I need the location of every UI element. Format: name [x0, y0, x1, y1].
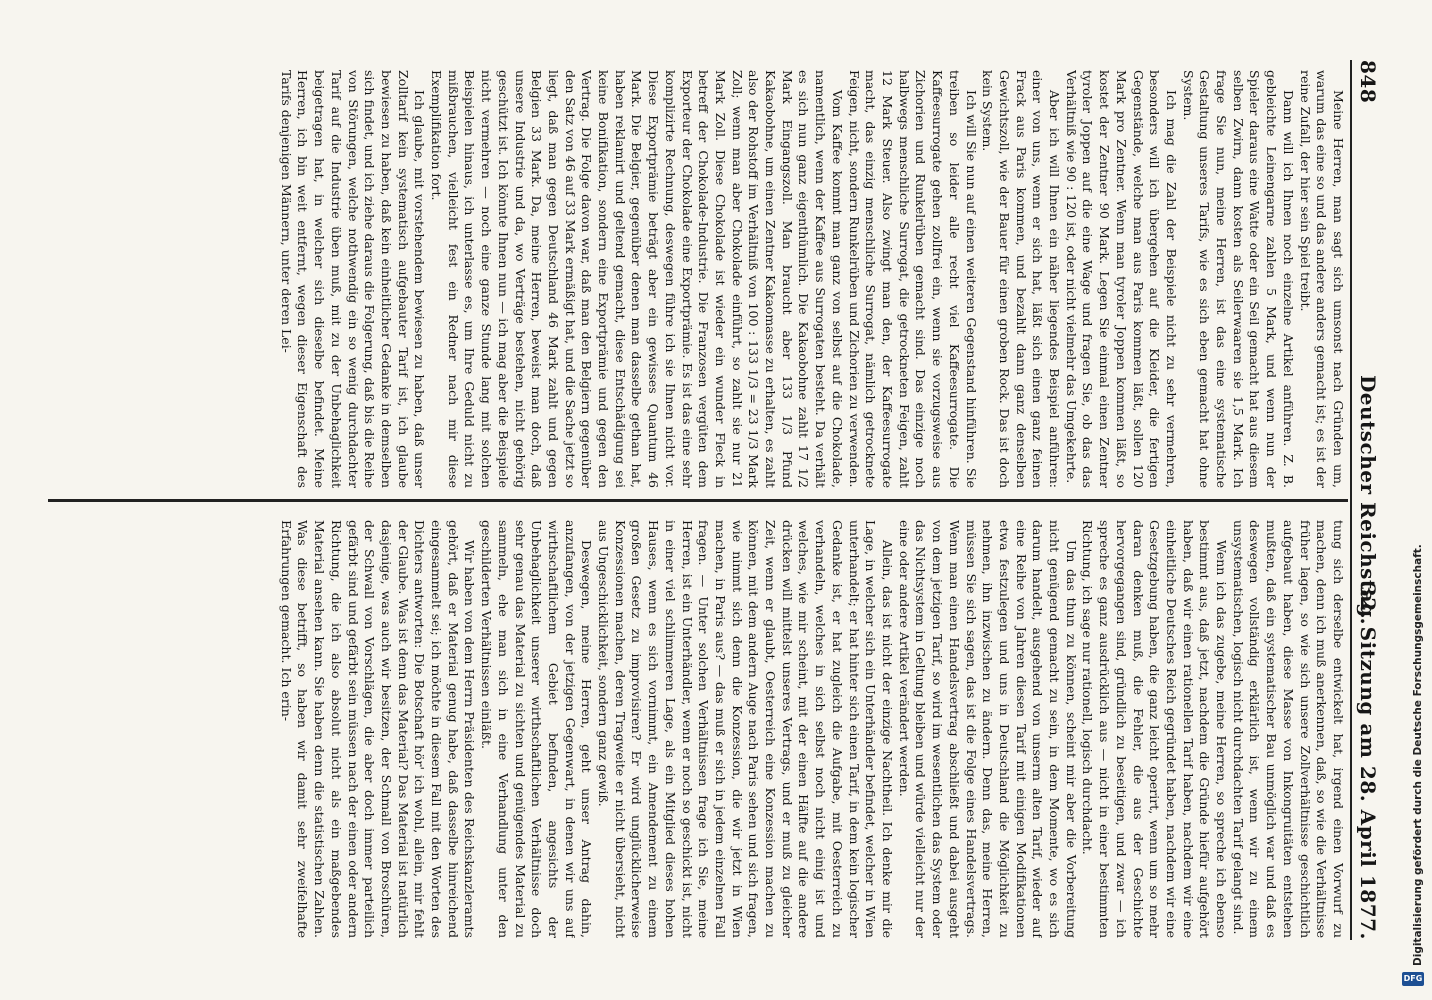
left-column	[66, 70, 1346, 488]
paragraph: Ich glaube, mit vorstehendem bewiesen zu haben, daß unser Zolltarif kein systematisch aufgebauter Tarif ist, ich glaube bewiesen zu haben, daß kein einheitlicher Gedanke in demselben sich findet, und ich ziehe daraus die Folgerung, daß bis die Reihe von Störungen, welche nothwendig ein so wenig durchdachter Tarif auf die Industrie üben muß, mit zu der Unbehaglichkeit beigetragen hat, in welcher sich dieselbe befindet. Meine Herren, ich bin weit entfernt, wegen dieser Eigenschaft des Tarifs denjenigen Männern, unter deren Lei-	[278, 70, 428, 488]
paragraph: Um das thun zu können, scheint mir aber die Vorbereitung nicht genügend gemacht zu sein, in dem Momente, wo es sich darum handelt, ausgehend von unserm alten Tarif, wieder auf eine Reihe von Jahren diesen Tarif mit einigen Modifikationen etwa festzulegen und uns in Deutschland die Möglichkeit zu nehmen, ihn inzwischen zu ändern. Denn das, meine Herren, müssen Sie sich sagen, das ist die Folge eines Handelsvertrags. Wenn man einen Handelsvertrag abschließt und dabei ausgeht von dem jetzigen Tarif, so wird im wesentlichen das System oder das Nichtsystem in Geltung bleiben und würde vielleicht nur der eine oder andere Artikel verändert werden.	[896, 520, 1079, 938]
page-title: Deutscher Reichstag.	[1356, 374, 1380, 626]
paragraph: Meine Herren, man sagt sich umsonst nach Gründen um, warum das eine so und das andere anders gemacht ist; es ist der reine Zufall, der hier sein Spiel treibt.	[1297, 70, 1346, 488]
paragraph: Wir haben von dem Herrn Präsidenten des Reichskanzleramts gehört, daß er Material genug habe, daß dasselbe hinreichend eingesammelt sei; ich möchte in diesem Fall mit den Worten des Dichters antworten: Die Botschaft hör' ich wohl, allein, mir fehlt der Glaube. Was ist denn das Material? Das Material ist natürlich dasjenige, was auch wir besitzen, der Schmall von Broschüren, der Schwall von Vorschlägen, die aber doch immer parteilich gefärbt sind und gefärbt sein müssen nach der einen oder andern Richtung, die ich also absolut nicht als ein maßgebendes Material ansehen kann. Sie haben denn die statistischen Zahlen. Was diese betrifft, so haben wir damit sehr zweifelhafte Erfahrungen gemacht. Ich erin-	[278, 520, 478, 938]
paragraph: Ich mag die Zahl der Beispiele nicht zu sehr vermehren, besonders will ich übergehen auf die Kleider, die fertigen Gegenstände, welche man aus Paris kommen läßt, sollen 120 Mark pro Zentner. Wenn man tyroler Joppen kommen läßt, so kostet der Zentner 90 Mark. Legen Sie einmal einen Zentner tyroler Joppen auf die eine Wage und fragen Sie, ob das das Verhältniß wie 90 : 120 ist, oder nicht vielmehr das Umgekehrte.	[1063, 70, 1179, 488]
dfg-logo-icon: DFG	[1402, 972, 1424, 986]
paragraph: Aber ich will Ihnen ein näher liegendes Beispiel anführen: einer von uns, wenn er sich hat, läßt sich einen ganz feinen Frack aus Paris kommen, und bezahlt dann ganz denselben Gewichtszoll, wie der Bauer für einen groben Rock. Das ist doch kein System.	[980, 70, 1063, 488]
column-divider	[48, 499, 1348, 502]
paragraph: tung sich derselbe entwickelt hat, irgend einen Vorwurf zu machen, denn ich muß anerkennen, daß, so wie die Verhältnisse früher lagen, so wie sich unsere Zollverhältnisse geschichtlich aufgebaut haben, diese Masse von Inkongruitäten entstehen mußten, daß ein systematischer Bau unmöglich war und daß es deswegen vollständig erklärlich ist, wenn wir zu einem unsystematischen, logisch nicht durchdachten Tarif gelangt sind.	[1230, 520, 1346, 938]
paragraph: Vom Kaffee kommt man ganz von selbst auf die Chokolade, namentlich, wenn der Kaffee aus Surrogaten besteht. Da verhält es sich nun ganz eigenthümlich. Die Kakaobohne zahlt 17 1/2 Mark Eingangszoll. Man braucht aber 133 1/3 Pfund Kakaobohne, um einen Zentner Kakaomasse zu erhalten, es zahlt also der Rohstoff im Verhältniß von 100 : 133 1/3 = 23 1/3 Mark Zoll; wenn man aber Chokolade einführt, so zahlt sie nur 21 Mark Zoll. Diese Chokolade ist wieder ein wunder Fleck in betreff der Chokolade-Industrie. Die Franzosen vergüten dem Exporteur der Chokolade eine Exportprämie. Es ist das eine sehr komplizirte Rechnung, deswegen führe ich sie Ihnen nicht vor. Diese Exportprämie beträgt aber ein gewisses Quantum 46 Mark. Die Belgier, gegenüber denen man dasselbe gethan hat, haben reklamirt und geltend gemacht, diese Entschädigung sei keine Bonifikation, sondern eine Exportprämie und gegen den Vertrag. Die Folge davon war, daß man den Belgiern gegenüber den Satz von 46 auf 33 Mark ermäßigt hat, und die Sache jetzt so liegt, daß man gegen Deutschland 46 Mark zahlt und gegen Belgien 33 Mark. Da, meine Herren, beweist man doch, daß unsere Industrie und da, wo Verträge bestehen, nicht gehörig geschützt ist. Ich könnte Ihnen nun — ich mag aber die Beispiele nicht vermehren — noch eine ganze Stunde lang mit solchen Beispielen hinaus, ich unterlasse es, um Ihre Geduld nicht zu mißbrauchen, vielleicht fest ein Redner nach mir diese Exemplifikation fort.	[429, 70, 845, 488]
paragraph: Ich will Sie nun auf einen weiteren Gegenstand hinführen. Sie treiben so leider alle recht viel Kaffeesurrogate. Die Kaffeesurrogate gehen zollfrei ein, wenn sie vorzugsweise aus Zichorien und Runkelrüben gemacht sind. Das einzige noch halbwegs menschliche Surrogat, die getrockneten Feigen, zahlt 12 Mark Steuer. Also zwingt man den, der Kaffeesurrogate macht, das einzig menschliche Surrogat, nämlich getrocknete Feigen, nicht, sondern Runkelrüben und Zichorien zu verwenden.	[846, 70, 979, 488]
page-header	[1354, 60, 1380, 940]
paragraph: Dann will ich Ihnen noch einzelne Artikel anführen. Z. B. gebleichte Leinengarne zahlen 5 Mark, und wenn nun der Spieler daraus eine Watte oder ein Seil gemacht hat aus diesem selben Zwirn, dann kosten als Seilerwaaren sie 1,5 Mark. Ich frage Sie nun, meine Herren, ist das eine systematische Gestaltung unseres Tarifs, wie es sich eben gemacht hat ohne System.	[1180, 70, 1296, 488]
right-column	[66, 520, 1346, 938]
digitization-credit: Digitalisierung gefördert durch die Deutsche Forschungsgemeinschaft.	[1412, 544, 1424, 966]
header-rule	[1350, 60, 1352, 940]
session-label: 32. Sitzung am 28. April 1877.	[1356, 582, 1380, 940]
paragraph: Allein, das ist nicht der einzige Nachtheil. Ich denke mir die Lage, in welcher sich ein Unterhändler befindet, welcher in Wien unterhandelt; er hat hinter sich einen Tarif, in dem kein logischer Gedanke ist, er hat zugleich die Aufgabe, mit Oesterreich zu verhandeln, welches in sich selbst noch nicht einig ist und welches, wie mir scheint, mit der einen Hälfte auf die andere drücken will mittelst unseres Vertrags, und er muß zu gleicher Zeit, wenn er glaubt, Oesterreich eine Konzession machen zu können, mit dem andern Auge nach Paris sehen und sich fragen, wie nimmt sich denn die Konzession, die wir jetzt in Wien machen, in Paris aus? — das muß er sich in jedem einzelnen Fall fragen. — Unter solchen Verhältnissen frage ich Sie, meine Herren, ist ein Unterhändler, wenn er noch so geschickt ist, nicht in einer viel schlimmeren Lage, als ein Mitglied dieses hohen Hauses, wenn es sich vornimmt, ein Amendement zu einem großen Gesetz zu improvisiren? Er wird unglücklicherweise Konzessionen machen, deren Tragweite er nicht übersieht, nicht aus Ungeschicklichkeit, sondern ganz gewiß.	[596, 520, 896, 938]
page-number: 848	[1356, 60, 1380, 104]
paragraph: Deswegen, meine Herren, geht unser Antrag dahin, anzufangen, von der jetzigen Gegenwart, in denen wir uns auf wirthschaftlichem Gebiet befinden, angesichts der Unbehaglichkeit unserer wirthschaftlichen Verhältnisse doch sehr genau das Material zu sichten und genügendes Material zu sammeln, ehe man sich in eine Verhandlung unter den geschilderten Verhältnissen einläßt.	[479, 520, 595, 938]
paragraph: Wenn ich das zugebe, meine Herren, so spreche ich ebenso bestimmt aus, daß jetzt, nachdem die Gründe hiefür aufgehört haben, daß wir einen rationellen Tarif haben, nachdem wir eine einheitliche Deutsches Reich gegründet haben, nachdem wir eine Gesetzgebung haben, die ganz leicht operirt, wenn um so mehr daran denken muß, die Fehler, die aus der Geschichte hervorgegangen sind, gründlich zu beseitigen, und zwar — ich spreche es ganz ausdrücklich aus — nicht in einer bestimmten Richtung, ich sage nur rationell, logisch durchdacht.	[1080, 520, 1230, 938]
